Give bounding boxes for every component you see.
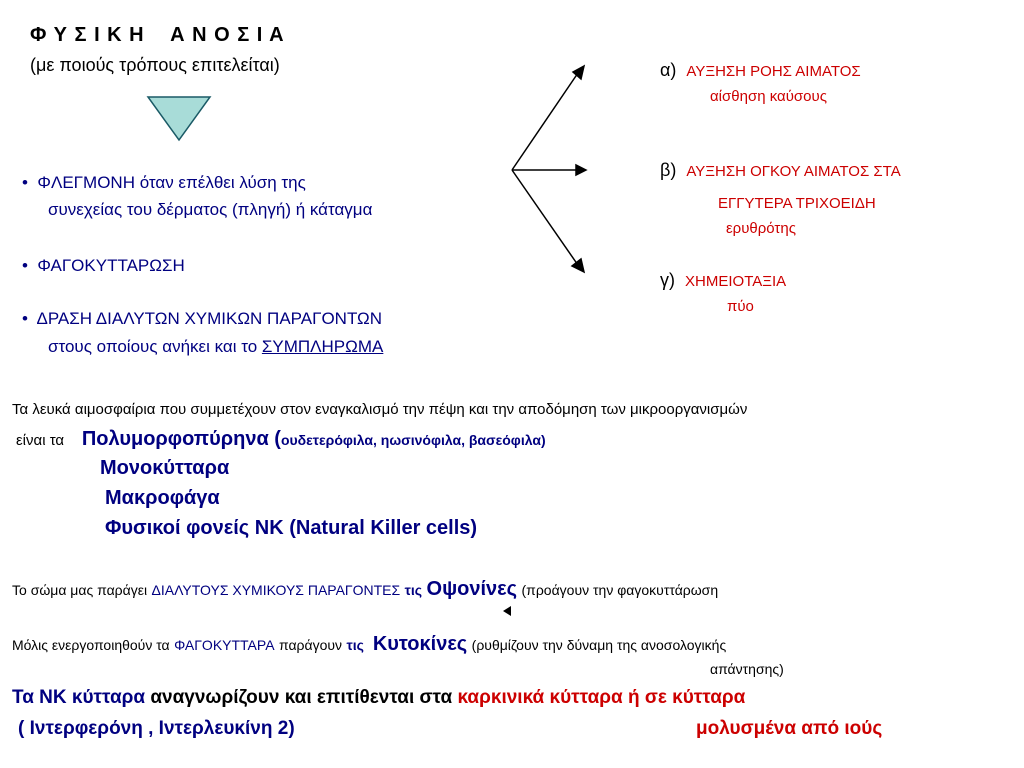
sign-c [660,270,786,291]
nk-subject: Τα NK κύτταρα [12,687,146,708]
sign-a-letter: α) [660,60,677,80]
nk-products: ( Ιντερφερόνη , Ιντερλευκίνη 2) [18,718,295,739]
sign-c-letter: γ) [660,270,675,290]
nk-verb: αναγνωρίζουν και επιτίθενται στα [150,687,453,708]
opsonins-prefix: Το σώμα μας παράγει [12,582,148,598]
opsonins-term: Οψονίνες [426,578,518,600]
sign-b-sub: ερυθρότης [726,220,796,237]
down-triangle-icon [148,97,210,140]
sign-a [660,60,861,81]
method-bullet-3: • ΔΡΑΣΗ ΔΙΑΛΥΤΩΝ ΧΥΜΙΚΩΝ ΠΑΡΑΓΟΝΤΩΝ [22,309,383,328]
leukocytes-lead-line [16,428,546,451]
cytokines-line [12,633,726,656]
page-subtitle: (με ποιούς τρόπους επιτελείται) [30,55,280,75]
cytokines-term: Κυτοκίνες [372,633,468,655]
leukocytes-lead: είναι τα [16,432,65,449]
opsonins-factors: ΔΙΑΛΥΤΟΥΣ ΧΥΜΙΚΟΥΣ ΠΑΡΑΓΟΝΤΕΣ [151,582,401,598]
nk-target2: μολυσμένα από ιούς [696,718,883,739]
method-3-cont: στους οποίους ανήκει και το ΣΥΜΠΛΗΡΩΜΑ [48,337,384,356]
page-title: Φ Υ Σ Ι Κ Η Α Ν Ο Σ Ι Α [30,24,285,46]
cytokines-prefix: Μόλις ενεργοποιηθούν τα [12,637,170,653]
sign-c-sub: πύο [727,298,754,315]
method-3-head: ΔΡΑΣΗ ΔΙΑΛΥΤΩΝ ΧΥΜΙΚΩΝ ΠΑΡΑΓΟΝΤΩΝ [36,309,383,328]
opsonins-line [12,578,718,601]
sign-c-label: ΧΗΜΕΙΟΤΑΞΙΑ [685,273,787,290]
method-bullet-1: • ΦΛΕΓΜΟΝΗ όταν επέλθει λύση της [22,173,306,192]
nk-target: καρκινικά κύτταρα ή σε κύτταρα [457,687,746,708]
nk-line [12,687,745,709]
sign-b-label2: ΕΓΓΥΤΕΡΑ ΤΡΙΧΟΕΙΔΗ [718,195,876,212]
cytokines-verb: παράγουν [278,637,343,653]
method-1-cont: συνεχείας του δέρματος (πληγή) ή κάταγμα [48,200,373,219]
leukocytes-macro: Μακροφάγα [105,487,220,509]
sign-b [660,160,901,181]
leukocytes-intro: Τα λευκά αιμοσφαίρια που συμμετέχουν στον εναγκαλισμό την πέψη και την αποδόμηση των μικροοργανισμών [12,401,748,418]
cytokines-tis: τις [346,637,364,653]
leukocytes-poly: Πολυμορφοπύρηνα ( [81,428,281,450]
sign-b-letter: β) [660,160,677,180]
leukocytes-nk: Φυσικοί φονείς NK (Natural Killer cells) [105,517,478,539]
complement-link: ΣΥΜΠΛΗΡΩΜΑ [261,337,384,356]
method-bullet-2: • ΦΑΓΟΚΥΤΤΑΡΩΣΗ [22,256,185,275]
small-arrowhead-icon [503,606,511,616]
method-2-head: ΦΑΓΟΚΥΤΤΑΡΩΣΗ [37,256,185,275]
branch-arrows-icon [512,66,586,272]
sign-a-label: ΑΥΞΗΣΗ ΡΟΗΣ ΑΙΜΑΤΟΣ [686,63,861,80]
sign-b-label: ΑΥΞΗΣΗ ΟΓΚΟΥ ΑΙΜΑΤΟΣ ΣΤΑ [686,163,901,180]
leukocytes-poly-types: ουδετερόφιλα, ηωσινόφιλα, βασεόφιλα) [280,432,546,448]
opsonins-tis: τις [404,582,423,598]
method-1-head: ΦΛΕΓΜΟΝΗ όταν επέλθει λύση της [37,173,306,192]
cytokines-cells: ΦΑΓΟΚΥΤΤΑΡΑ [174,637,275,653]
leukocytes-mono: Μονοκύτταρα [100,457,230,479]
cytokines-note2: απάντησης) [710,661,784,677]
sign-a-sub: αίσθηση καύσους [710,88,827,105]
opsonins-note: (προάγουν την φαγοκυττάρωση [521,582,719,598]
cytokines-note: (ρυθμίζουν την δύναμη της ανοσολογικής [471,637,727,653]
